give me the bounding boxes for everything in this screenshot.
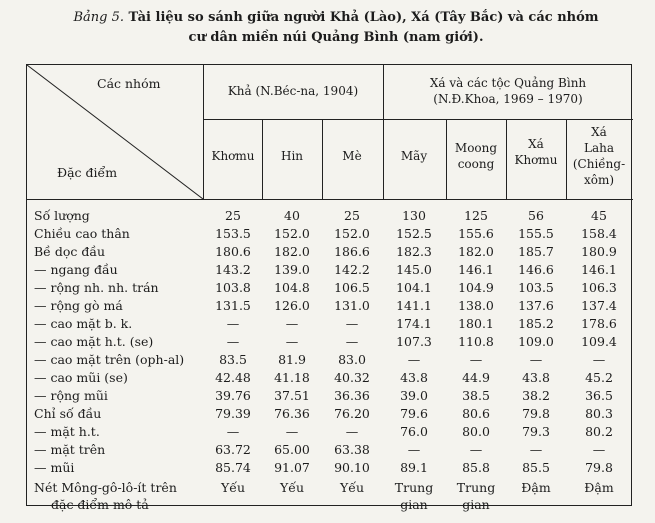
table-cell: 83.0 (338, 352, 366, 367)
table-cell: 178.6 (581, 316, 617, 331)
table-cell: 109.4 (581, 334, 617, 349)
table-cell: gian (462, 497, 490, 512)
row-label: — ngang đầu (34, 262, 118, 277)
data-table (26, 64, 632, 512)
subgroup-header: Xá (528, 137, 544, 151)
row-label: — cao mặt trên (oph-al) (34, 352, 185, 367)
table-cell: 104.8 (274, 280, 310, 295)
table-cell: — (226, 424, 240, 439)
table-cell: 110.8 (458, 334, 494, 349)
group-header-kha: Khả (N.Béc-na, 1904) (227, 84, 359, 98)
table-cell: 91.07 (274, 460, 310, 475)
table-cell: 174.1 (396, 316, 432, 331)
table-cell: 186.6 (334, 244, 370, 259)
row-label: — cao mặt b. k. (34, 316, 133, 331)
table-cell: 106.5 (334, 280, 370, 295)
caption-line-1 (30, 8, 642, 28)
table-cell: 79.8 (585, 460, 613, 475)
table-cell: 152.5 (396, 226, 432, 241)
table-cell: 63.38 (334, 442, 370, 457)
table-cell: — (529, 352, 543, 367)
table-cell: — (285, 316, 299, 331)
table-cell: Trung (394, 480, 434, 495)
table-cell: — (529, 442, 543, 457)
table-cell: 79.6 (400, 406, 428, 421)
table-cell: 180.6 (215, 244, 251, 259)
row-label: — mặt trên (34, 442, 106, 457)
table-cell: 152.0 (274, 226, 310, 241)
table-cell: — (226, 334, 240, 349)
table-cell: 38.2 (522, 388, 550, 403)
row-label: — mũi (34, 460, 75, 475)
row-label: Số lượng (34, 208, 90, 223)
table-cell: 41.18 (274, 370, 310, 385)
table-cell: 143.2 (215, 262, 251, 277)
table-cell: — (407, 442, 421, 457)
subgroup-header: coong (457, 157, 495, 171)
table-cell: 65.00 (274, 442, 310, 457)
subgroup-header: Khơmu (211, 149, 255, 163)
table-cell: 130 (402, 208, 426, 223)
table-cell: 126.0 (274, 298, 310, 313)
header-bottom-rule (27, 199, 633, 200)
row-label: đặc điểm mô tả (51, 497, 149, 512)
table-cell: gian (400, 497, 428, 512)
table-cell: 155.6 (458, 226, 494, 241)
table-cell: 106.3 (581, 280, 617, 295)
caption-label: Bảng 5. (73, 10, 125, 25)
table-cell: 146.6 (518, 262, 554, 277)
table-cell: 131.0 (334, 298, 370, 313)
table-cell: 80.0 (462, 424, 490, 439)
table-cell: — (285, 334, 299, 349)
table-cell: 152.0 (334, 226, 370, 241)
table-cell: 80.2 (585, 424, 613, 439)
table-cell: — (469, 352, 483, 367)
table-cell: Trung (456, 480, 496, 495)
table-cell: — (345, 424, 359, 439)
table-cell: 158.4 (581, 226, 617, 241)
row-label: — cao mũi (se) (34, 370, 128, 385)
table-cell: 38.5 (462, 388, 490, 403)
subgroup-header: Khơmu (514, 153, 558, 167)
group-header-xa-line2: (N.Đ.Khoa, 1969 – 1970) (433, 92, 583, 106)
table-cell: 63.72 (215, 442, 251, 457)
table-cell: 89.1 (400, 460, 428, 475)
divider (203, 119, 633, 120)
table-cell: — (592, 352, 606, 367)
table-cell: 25 (225, 208, 241, 223)
table-cell: — (407, 352, 421, 367)
table-cell: — (345, 334, 359, 349)
table-cell: 137.4 (581, 298, 617, 313)
table-cell: 39.0 (400, 388, 428, 403)
table-cell: 107.3 (396, 334, 432, 349)
table-cell: — (469, 442, 483, 457)
table-cell: Yếu (221, 480, 245, 495)
row-label: Nét Mông-gô-lô-ít trên (34, 480, 177, 495)
subgroup-header: Moong (454, 141, 498, 155)
table-cell: 90.10 (334, 460, 370, 475)
table-cell: 109.0 (518, 334, 554, 349)
table-cell: 182.3 (396, 244, 432, 259)
table-cell: 141.1 (396, 298, 432, 313)
table-cell: 79.8 (522, 406, 550, 421)
row-label: — rộng mũi (34, 388, 108, 403)
table-cell: — (226, 316, 240, 331)
table-cell: — (285, 424, 299, 439)
subgroup-header: Mãy (400, 149, 428, 163)
table-cell: — (345, 316, 359, 331)
table-cell: 182.0 (458, 244, 494, 259)
table-cell: 182.0 (274, 244, 310, 259)
subgroup-header: (Chiềng- (572, 157, 626, 171)
table-cell: 185.2 (518, 316, 554, 331)
table-cell: 146.1 (458, 262, 494, 277)
table-cell: 185.7 (518, 244, 554, 259)
row-label: Bề dọc đầu (34, 244, 106, 259)
row-label: Chiều cao thân (34, 226, 130, 241)
caption-line-2: cư dân miền núi Quảng Bình (nam giới). (188, 30, 484, 45)
table-cell: 43.8 (400, 370, 428, 385)
table-cell: 25 (344, 208, 360, 223)
table-cell: 36.36 (334, 388, 370, 403)
corner-bottom-label: Đặc điểm (57, 165, 118, 180)
table-cell: 42.48 (215, 370, 251, 385)
table-cell: 37.51 (274, 388, 310, 403)
table-cell: 76.0 (400, 424, 428, 439)
table-cell: 138.0 (458, 298, 494, 313)
table-cell: 125 (464, 208, 488, 223)
table-cell: Yếu (340, 480, 364, 495)
row-label: Chỉ số đầu (34, 406, 102, 421)
table-cell: — (592, 442, 606, 457)
table-cell: 79.3 (522, 424, 550, 439)
table-cell: Đậm (584, 480, 614, 495)
table-cell: 155.5 (518, 226, 554, 241)
table-cell: 80.3 (585, 406, 613, 421)
table-cell: 146.1 (581, 262, 617, 277)
table-cell: 180.9 (581, 244, 617, 259)
table-cell: Yếu (280, 480, 304, 495)
table-caption (30, 8, 642, 48)
table-cell: 43.8 (522, 370, 550, 385)
table-cell: 139.0 (274, 262, 310, 277)
table-cell: 104.9 (458, 280, 494, 295)
table-cell: 103.8 (215, 280, 251, 295)
corner-top-label: Các nhóm (97, 76, 161, 91)
table-cell: 76.36 (274, 406, 310, 421)
row-label: — rộng gò má (34, 298, 123, 313)
table-cell: 40.32 (334, 370, 370, 385)
table-cell: 142.2 (334, 262, 370, 277)
table-cell: 85.5 (522, 460, 550, 475)
table-cell: 85.8 (462, 460, 490, 475)
table-cell: 45 (591, 208, 607, 223)
subgroup-header: xôm) (583, 173, 615, 187)
table-cell: 131.5 (215, 298, 251, 313)
row-label: — cao mặt h.t. (se) (34, 334, 154, 349)
table-cell: 153.5 (215, 226, 251, 241)
table-cell: 56 (528, 208, 544, 223)
table-cell: 80.6 (462, 406, 490, 421)
subgroup-header: Laha (583, 141, 614, 155)
table-cell: 44.9 (462, 370, 490, 385)
table-cell: Đậm (521, 480, 551, 495)
table-cell: 45.2 (585, 370, 613, 385)
table-cell: 79.39 (215, 406, 251, 421)
row-label: — rộng nh. nh. trán (34, 280, 159, 295)
caption-text-1: Tài liệu so sánh giữa người Khả (Lào), Xá (Tây Bắc) và các nhóm (128, 10, 599, 25)
subgroup-header: Mè (342, 149, 362, 163)
group-header-xa-line1: Xá và các tộc Quảng Bình (429, 76, 587, 90)
table-cell: 39.76 (215, 388, 251, 403)
table-cell: 180.1 (458, 316, 494, 331)
row-label: — mặt h.t. (34, 424, 100, 439)
table-cell: 40 (284, 208, 300, 223)
table-cell: 145.0 (396, 262, 432, 277)
table-cell: 103.5 (518, 280, 554, 295)
table-cell: 104.1 (396, 280, 432, 295)
subgroup-header: Hin (280, 149, 304, 163)
table-cell: 137.6 (518, 298, 554, 313)
subgroup-header: Xá (591, 125, 607, 139)
table-cell: 76.20 (334, 406, 370, 421)
table-cell: 36.5 (585, 388, 613, 403)
table-cell: 85.74 (215, 460, 251, 475)
table-cell: 83.5 (219, 352, 247, 367)
table-cell: 81.9 (278, 352, 306, 367)
